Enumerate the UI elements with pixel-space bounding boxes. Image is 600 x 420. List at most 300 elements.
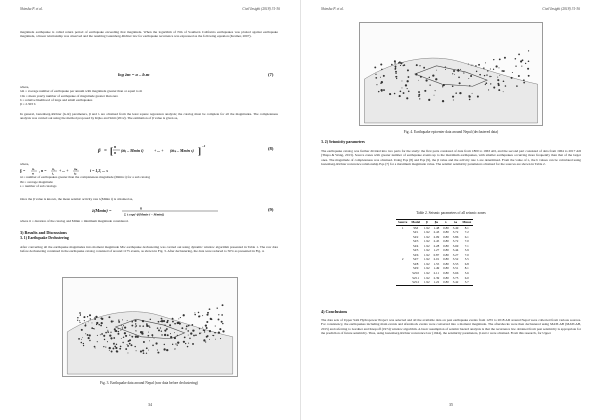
epicenter-point [380, 83, 381, 84]
table-cell: 2.09 [433, 234, 440, 239]
svg-text:(m̄ₛ – Mmin s): (m̄ₛ – Mmin s) [170, 148, 194, 153]
epicenter-point [113, 343, 115, 345]
epicenter-point [174, 332, 175, 333]
epicenter-point [503, 71, 504, 72]
epicenter-point [518, 75, 520, 77]
epicenter-point [194, 312, 195, 313]
table-cell: 3.42 [452, 280, 459, 285]
epicenter-point [199, 315, 200, 316]
table-cell: 3.52 [452, 257, 459, 262]
epicenter-point [215, 339, 216, 340]
epicenter-point [110, 337, 112, 339]
epicenter-point [117, 333, 119, 335]
epicenter-point [80, 314, 81, 315]
epicenter-point [96, 322, 98, 324]
section-heading: 4) Conclusions [321, 309, 348, 314]
epicenter-point [201, 332, 202, 333]
epicenter-point [399, 61, 401, 63]
table-cell: 1.92 [424, 266, 430, 271]
epicenter-point [400, 65, 401, 66]
epicenter-point [109, 334, 111, 336]
equation-8-number: (8) [268, 146, 274, 151]
epicenter-point [418, 94, 420, 96]
epicenter-point [190, 332, 192, 334]
svg-text:+ ... +: + ... + [59, 168, 69, 174]
table-cell: 3.27 [452, 252, 459, 257]
epicenter-point [95, 348, 96, 349]
svg-text:Σ tᵢ exp(–β(Mmin i – Mmin)): Σ tᵢ exp(–β(Mmin i – Mmin)) [124, 212, 165, 217]
epicenter-point [407, 88, 408, 89]
epicenter-point [452, 73, 453, 74]
epicenter-point [217, 307, 218, 308]
epicenter-point [442, 87, 443, 88]
epicenter-point [103, 346, 104, 347]
epicenter-point [109, 350, 110, 351]
table-cell: 0.80 [443, 275, 449, 280]
epicenter-point [188, 343, 189, 344]
where-item: s = number of sub catalogs [20, 183, 57, 188]
epicenter-point [184, 336, 186, 338]
epicenter-point [460, 69, 461, 70]
epicenter-point [154, 338, 155, 339]
table-cell: 3.72 [452, 239, 459, 244]
table-cell: 1 [401, 225, 404, 230]
epicenter-point [402, 81, 403, 82]
epicenter-point [503, 80, 505, 82]
epicenter-point [140, 350, 142, 352]
epicenter-point [135, 330, 136, 331]
table-cell: 0.80 [443, 239, 449, 244]
epicenter-point [418, 91, 420, 93]
where-item: β = 2.303 b [20, 102, 36, 107]
epicenter-point [452, 96, 454, 98]
epicenter-point [152, 336, 153, 337]
epicenter-point [136, 350, 137, 351]
epicenter-point [185, 343, 186, 344]
epicenter-point [142, 331, 143, 332]
epicenter-point [181, 327, 183, 329]
epicenter-point [205, 325, 207, 327]
epicenter-point [161, 318, 163, 320]
table-cell: SZ9 [413, 266, 419, 271]
epicenter-point [396, 78, 397, 79]
epicenter-point [383, 75, 385, 77]
epicenter-point [491, 76, 492, 77]
table-cell: 2.28 [433, 243, 440, 248]
table-cell: 0.80 [443, 266, 449, 271]
table-cell: 0.80 [443, 230, 449, 235]
epicenter-point [111, 351, 113, 353]
epicenter-point [177, 345, 178, 346]
epicenter-point [515, 58, 517, 60]
table-cell: SZ6 [413, 252, 419, 257]
epicenter-point [432, 74, 434, 76]
table-cell: 1.92 [424, 239, 430, 244]
epicenter-point [180, 317, 181, 318]
table-cell: 0.80 [443, 271, 449, 276]
epicenter-point [395, 65, 397, 67]
epicenter-point [134, 346, 135, 347]
epicenter-point [206, 336, 208, 338]
epicenter-point [177, 335, 178, 336]
epicenter-point [375, 77, 377, 79]
epicenter-point [107, 331, 108, 332]
epicenter-point [528, 75, 530, 77]
epicenter-point [435, 78, 437, 80]
epicenter-point [380, 77, 381, 78]
epicenter-point [151, 334, 153, 336]
where-item: ni = number of earthquakes greater than the completeness magnitude (Mmin i) for a sub catalog [20, 175, 151, 180]
where-item: m̄i = average magnitude [20, 179, 53, 184]
epicenter-point [429, 85, 430, 86]
table-cell: SZ8 [413, 261, 419, 266]
epicenter-point [497, 77, 498, 78]
svg-text:β: β [98, 149, 101, 154]
table-cell: 1.92 [424, 248, 430, 253]
epicenter-point [469, 95, 470, 96]
epicenter-point [415, 73, 417, 75]
epicenter-point [380, 63, 382, 65]
epicenter-point [406, 97, 408, 99]
epicenter-point [178, 318, 179, 319]
epicenter-point [161, 334, 162, 335]
epicenter-point [90, 318, 91, 319]
epicenter-point [458, 77, 460, 79]
svg-text:–1: –1 [202, 144, 206, 148]
table-cell: 8.1 [464, 266, 469, 271]
svg-text:, n =: , n = [39, 168, 47, 174]
figure-3-caption: Fig. 3. Earthquake data around Nepal (raw data before declustering) [100, 381, 198, 385]
epicenter-point [84, 325, 86, 327]
epicenter-point [98, 324, 100, 326]
epicenter-point [521, 66, 522, 67]
epicenter-point [183, 341, 185, 343]
epicenter-point [498, 67, 499, 68]
epicenter-point [136, 330, 137, 331]
epicenter-point [97, 335, 98, 336]
epicenter-point [169, 324, 171, 326]
epicenter-point [211, 319, 212, 320]
epicenter-point [515, 65, 516, 66]
epicenter-point [119, 348, 121, 350]
epicenter-point [82, 337, 83, 338]
table-cell: 1.92 [424, 271, 430, 276]
table-cell: 2.39 [433, 275, 440, 280]
epicenter-point [452, 85, 454, 87]
svg-text:λ(Mmin) =: λ(Mmin) = [92, 208, 112, 213]
epicenter-point [499, 58, 501, 60]
epicenter-point [127, 345, 129, 347]
epicenter-point [103, 335, 105, 337]
epicenter-point [147, 325, 148, 326]
epicenter-point [123, 337, 124, 338]
epicenter-point [135, 326, 136, 327]
epicenter-point [199, 332, 201, 334]
epicenter-point [161, 320, 163, 322]
epicenter-point [123, 325, 124, 326]
svg-text:nₛ: nₛ [74, 167, 78, 172]
epicenter-point [105, 347, 106, 348]
epicenter-point [470, 75, 472, 77]
epicenter-point [114, 346, 116, 348]
epicenter-point [166, 321, 168, 323]
table-cell: 3.69 [452, 243, 459, 248]
epicenter-point [148, 325, 149, 326]
epicenter-point [475, 65, 477, 67]
section-heading: 3) Results and Discussions [20, 230, 67, 235]
table-cell: 6.0 [464, 275, 469, 280]
epicenter-point [141, 333, 143, 335]
epicenter-point [394, 60, 396, 62]
epicenter-point [135, 320, 137, 322]
epicenter-point [97, 341, 98, 342]
epicenter-point [220, 338, 221, 339]
epicenter-point [143, 341, 145, 343]
epicenter-point [501, 70, 503, 72]
epicenter-point [105, 332, 107, 334]
epicenter-point [477, 96, 479, 98]
intro-paragraph: magnitude earthquake is called return period of earthquake exceeding that magnitude. When the logarithm of Nm of Southern California earthquakes was plotted against earthquake magnitude, a linear relationship was observed and the resulting Gutenberg-Richter law for earthquake recurrence was expressed as the following equation (Kramer, 2007). [20, 30, 278, 39]
table-cell: 0.80 [443, 257, 449, 262]
epicenter-point [125, 335, 127, 337]
epicenter-point [87, 334, 89, 336]
epicenter-point [485, 82, 487, 84]
epicenter-point [222, 323, 223, 324]
epicenter-point [122, 342, 123, 343]
epicenter-point [215, 325, 216, 326]
table-cell: 3.51 [452, 266, 459, 271]
epicenter-point [218, 314, 219, 315]
epicenter-point [158, 321, 160, 323]
table-cell: 0.80 [443, 248, 449, 253]
epicenter-point [139, 325, 141, 327]
figure-3-raw-map [62, 277, 238, 377]
epicenter-point [490, 83, 491, 84]
epicenter-point [403, 62, 404, 63]
epicenter-point [445, 69, 446, 70]
where-item: λm = average number of earthquake per annum with magnitude greater than or equal to m [20, 89, 143, 94]
epicenter-point [442, 100, 444, 102]
epicenter-point [396, 76, 398, 78]
epicenter-point [428, 99, 430, 101]
epicenter-point [205, 341, 206, 342]
table-body [396, 225, 473, 285]
epicenter-point [518, 54, 520, 56]
epicenter-point [111, 320, 113, 322]
epicenter-point [95, 316, 97, 318]
epicenter-point [122, 329, 123, 330]
epicenter-point [81, 329, 83, 331]
epicenter-point [79, 312, 81, 314]
epicenter-point [489, 76, 490, 77]
svg-text:=: = [104, 149, 107, 154]
page-right [300, 0, 600, 420]
epicenter-point [416, 64, 418, 66]
epicenter-point [485, 84, 486, 85]
epicenter-point [81, 339, 82, 340]
epicenter-point [92, 322, 93, 323]
epicenter-point [172, 321, 174, 323]
epicenter-point [394, 93, 396, 95]
epicenter-point [485, 62, 486, 63]
epicenter-point [146, 323, 148, 325]
epicenter-point [478, 64, 480, 66]
epicenter-point [528, 50, 529, 51]
epicenter-point [129, 339, 131, 341]
table-cell: 1.92 [424, 257, 430, 262]
epicenter-map-declustered [360, 23, 542, 125]
epicenter-point [375, 74, 376, 75]
epicenter-point [468, 63, 469, 64]
epicenter-point [129, 335, 130, 336]
where3-sentence: where ti = duration of the catalog and Mmin = minimum magnitude considered. [20, 219, 129, 223]
epicenter-point [127, 353, 128, 354]
subsection-heading: 3. 2) Seismicity parameters [321, 140, 365, 144]
table-header: Mmax [462, 220, 472, 224]
svg-text:nᵢ: nᵢ [32, 167, 35, 172]
svg-text:n: n [32, 171, 34, 176]
table-header: βa [434, 220, 439, 224]
epicenter-point [202, 315, 203, 316]
epicenter-point [91, 327, 93, 329]
activity-sentence: Once the β value is known, the mean seismic activity rate λ(Mmin i) is obtained as, [20, 197, 134, 201]
epicenter-point [418, 80, 419, 81]
table-cell: SZ4 [413, 243, 419, 248]
epicenter-point [84, 320, 85, 321]
epicenter-point [186, 325, 188, 327]
table-cell: 2.43 [433, 230, 440, 235]
table-cell: 5.9 [464, 248, 469, 253]
epicenter-point [155, 342, 157, 344]
table-cell: 0.80 [443, 261, 449, 266]
epicenter-point [525, 63, 526, 64]
epicenter-point [172, 318, 174, 320]
epicenter-point [512, 72, 513, 73]
epicenter-point [488, 89, 489, 90]
epicenter-point [484, 75, 485, 76]
epicenter-point [107, 341, 108, 342]
epicenter-point [486, 74, 487, 75]
epicenter-point [403, 92, 405, 94]
epicenter-point [115, 330, 117, 332]
table-cell: SZ1 [413, 230, 419, 235]
table-cell: 5.5 [464, 257, 469, 262]
epicenter-point [425, 79, 427, 81]
gr-paragraph: In general, Gutenberg-Richter (G-R) parameters, β and λ are obtained from the least square regression analysis; the catalog must be complete for all the magnitudes. The completeness analysis was carried out using the method proposed by Kijko and Smit (2012). The estimation of β value is given as, [20, 112, 278, 121]
epicenter-point [89, 340, 90, 341]
epicenter-point [125, 348, 127, 350]
epicenter-point [469, 85, 470, 86]
epicenter-point [166, 349, 168, 351]
table-cell: 3.75 [452, 275, 459, 280]
epicenter-point [209, 339, 210, 340]
epicenter-point [118, 328, 119, 329]
table-cell: 3.72 [452, 230, 459, 235]
svg-text:n: n [114, 150, 117, 155]
epicenter-point [188, 325, 190, 327]
epicenter-point [107, 330, 108, 331]
epicenter-point [142, 350, 144, 352]
epicenter-point [149, 327, 150, 328]
epicenter-point [463, 72, 464, 73]
table-cell: SZ10 [412, 271, 420, 276]
epicenter-point [164, 325, 165, 326]
table-cell: SZ5 [413, 248, 419, 253]
equation-8 [96, 142, 216, 158]
epicenter-point [472, 93, 473, 94]
epicenter-point [516, 85, 518, 87]
running-head-journal: Civil Insight (2018) 31-36 [542, 7, 580, 11]
epicenter-point [170, 333, 171, 334]
table-cell: 0.80 [443, 234, 449, 239]
epicenter-point [83, 345, 84, 346]
where-list-2 [20, 162, 278, 188]
epicenter-point [221, 321, 223, 323]
epicenter-point [120, 346, 122, 348]
epicenter-point [131, 344, 133, 346]
epicenter-point [118, 319, 119, 320]
epicenter-point [101, 322, 103, 324]
epicenter-point [523, 82, 525, 84]
equation-7: log λm = a – b.m [118, 72, 150, 77]
svg-text:fᵢ =: fᵢ = [20, 168, 26, 174]
epicenter-point [453, 70, 455, 72]
epicenter-point [423, 67, 425, 69]
epicenter-point [100, 334, 101, 335]
svg-text:n₁: n₁ [52, 167, 56, 172]
map-landmass [67, 312, 233, 374]
table-cell [396, 280, 409, 285]
epicenter-point [160, 321, 161, 322]
epicenter-point [157, 352, 159, 354]
epicenter-point [218, 332, 220, 334]
epicenter-point [520, 60, 522, 62]
table-cell: 3.53 [452, 261, 459, 266]
table-cell: 1.92 [424, 252, 430, 257]
table-cell: 1.92 [424, 234, 430, 239]
table-cell: 2 [401, 257, 404, 262]
epicenter-point [407, 80, 409, 82]
epicenter-point [209, 308, 211, 310]
epicenter-point [87, 316, 88, 317]
table-cell: 5.7 [464, 280, 469, 285]
epicenter-point [374, 66, 376, 68]
epicenter-point [108, 316, 110, 318]
epicenter-point [395, 73, 396, 74]
epicenter-point [109, 347, 111, 349]
epicenter-point [142, 325, 144, 327]
table-cell: 0.80 [443, 280, 449, 285]
epicenter-point [483, 67, 485, 69]
epicenter-point [88, 322, 89, 323]
epicenter-point [493, 86, 495, 88]
epicenter-point [497, 79, 498, 80]
table-cell: SZ2 [413, 234, 419, 239]
epicenter-point [523, 79, 525, 81]
epicenter-point [83, 343, 84, 344]
epicenter-point [401, 87, 402, 88]
map-landmass [364, 58, 537, 123]
epicenter-point [418, 95, 420, 97]
epicenter-point [150, 319, 151, 320]
epicenter-point [148, 350, 149, 351]
epicenter-point [198, 312, 199, 313]
table-cell: 0.80 [443, 243, 449, 248]
equation-9-formula [92, 205, 222, 217]
where-label: where, [20, 162, 30, 166]
epicenter-point [174, 349, 175, 350]
figure-4-declustered-map [359, 22, 543, 126]
